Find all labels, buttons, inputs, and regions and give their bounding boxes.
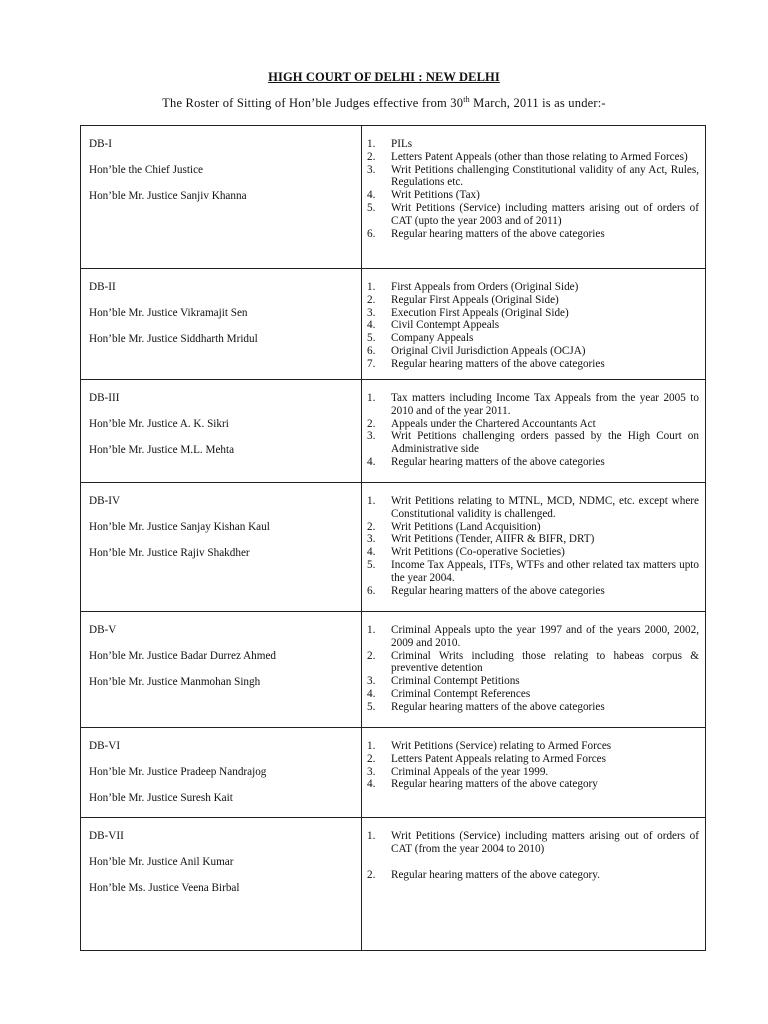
list-item <box>367 228 699 241</box>
matters-list <box>367 740 699 791</box>
subtitle-text-end: March, 2011 is as under:- <box>469 96 606 110</box>
list-item-number: 6. <box>367 584 376 597</box>
list-item <box>367 701 699 714</box>
bench-cell <box>81 269 362 380</box>
list-item <box>367 521 699 534</box>
list-item-number: 2. <box>367 868 376 881</box>
list-item <box>367 189 699 202</box>
judge-name: Hon’ble Mr. Justice Sanjiv Khanna <box>89 189 247 202</box>
bench-cell <box>81 818 362 951</box>
matters-cell <box>362 818 706 951</box>
list-item <box>367 675 699 688</box>
list-item <box>367 766 699 779</box>
list-item-number: 5. <box>367 201 376 214</box>
list-item-text: Writ Petitions challenging Constitutional validity of any Act, Rules, Regulations etc. <box>391 163 699 189</box>
list-item-text: Original Civil Jurisdiction Appeals (OCJA) <box>391 344 586 357</box>
list-item-number: 2. <box>367 520 376 533</box>
list-item-text: Writ Petitions (Co-operative Societies) <box>391 546 565 559</box>
table-row <box>81 380 706 483</box>
judge-name: Hon’ble the Chief Justice <box>89 163 204 176</box>
bench-code: DB-V <box>89 624 117 636</box>
list-item-number: 1. <box>367 281 376 293</box>
list-item <box>367 294 699 307</box>
judge-name: Hon’ble Mr. Justice Pradeep Nandrajog <box>89 765 267 778</box>
list-item-text: Regular hearing matters of the above categories <box>391 584 605 597</box>
list-item-number: 3. <box>367 675 376 688</box>
bench-cell <box>81 728 362 818</box>
matters-cell <box>362 728 706 818</box>
bench-code: DB-III <box>89 392 120 404</box>
bench-code: DB-VI <box>89 740 121 752</box>
roster-table-body <box>81 126 706 951</box>
list-item-number: 5. <box>367 332 376 345</box>
bench-code: DB-IV <box>89 495 121 507</box>
bench-cell <box>81 483 362 612</box>
judge-name: Hon’ble Mr. Justice Badar Durrez Ahmed <box>89 649 277 662</box>
table-row <box>81 612 706 728</box>
page-title: HIGH COURT OF DELHI : NEW DELHI <box>268 70 500 84</box>
roster-table <box>80 125 706 951</box>
list-item-text: Writ Petitions challenging orders passed by the High Court on Administrative side <box>391 430 699 456</box>
list-item-number: 5. <box>367 700 376 713</box>
judge-name: Hon’ble Mr. Justice Rajiv Shakdher <box>89 546 250 559</box>
list-item <box>367 418 699 431</box>
list-item-number: 4. <box>367 546 376 559</box>
list-item-number: 3. <box>367 430 376 443</box>
list-item-text: Writ Petitions (Tender, AIIFR & BIFR, DRT) <box>391 533 595 546</box>
list-item-number: 5. <box>367 558 376 571</box>
list-item <box>367 332 699 345</box>
matters-cell <box>362 269 706 380</box>
table-row <box>81 818 706 951</box>
list-item <box>367 688 699 701</box>
table-row <box>81 269 706 380</box>
list-item-number: 3. <box>367 533 376 546</box>
judge-name: Hon’ble Mr. Justice Sanjay Kishan Kaul <box>89 520 270 533</box>
judge-name: Hon’ble Mr. Justice Suresh Kait <box>89 791 233 804</box>
list-item-text: Execution First Appeals (Original Side) <box>391 306 569 319</box>
bench-code: DB-VII <box>89 830 124 843</box>
list-item-number: 2. <box>367 417 376 430</box>
list-item-text: Writ Petitions relating to MTNL, MCD, NDMC, etc. except where Constitutional validity is challenged. <box>391 495 699 520</box>
matters-list <box>367 138 699 240</box>
list-item-number: 1. <box>367 740 376 752</box>
list-item-number: 3. <box>367 306 376 319</box>
list-item-text: Income Tax Appeals, ITFs, WTFs and other related tax matters upto the year 2004. <box>391 558 699 584</box>
list-item-text: Regular hearing matters of the above category <box>391 778 598 791</box>
list-item-number: 6. <box>367 344 376 357</box>
list-item-number: 6. <box>367 227 376 240</box>
page-subtitle <box>0 96 768 111</box>
list-item <box>367 869 699 882</box>
list-item-number: 3. <box>367 765 376 778</box>
list-item-text: Writ Petitions (Land Acquisition) <box>391 520 541 533</box>
list-item <box>367 830 699 856</box>
subtitle-text-start: The Roster of Sitting of Hon’ble Judges effective from 30 <box>162 96 464 110</box>
judge-name: Hon’ble Mr. Justice A. K. Sikri <box>89 417 229 430</box>
list-item-number: 1. <box>367 495 376 507</box>
list-item <box>367 138 699 151</box>
judge-name: Hon’ble Mr. Justice Siddharth Mridul <box>89 332 258 345</box>
table-row <box>81 728 706 818</box>
list-item <box>367 778 699 791</box>
judge-name: Hon’ble Ms. Justice Veena Birbal <box>89 881 240 894</box>
list-item <box>367 585 699 598</box>
list-item <box>367 559 699 585</box>
list-item <box>367 533 699 546</box>
list-item-text: Regular hearing matters of the above category. <box>391 868 600 881</box>
list-item <box>367 392 699 418</box>
list-item-number: 1. <box>367 830 376 843</box>
list-item-text: Writ Petitions (Service) including matters arising out of orders of CAT (upto the year 2003 and of 2011) <box>391 201 699 227</box>
list-item-number: 2. <box>367 150 376 163</box>
list-item <box>367 546 699 559</box>
matters-list <box>367 392 699 469</box>
list-item <box>367 495 699 521</box>
matters-list <box>367 624 699 714</box>
list-item-text: First Appeals from Orders (Original Side) <box>391 281 579 293</box>
list-item-text: Criminal Appeals upto the year 1997 and of the years 2000, 2002, 2009 and 2010. <box>391 624 699 649</box>
list-item <box>367 345 699 358</box>
matters-list <box>367 495 699 597</box>
matters-list <box>367 281 699 371</box>
subtitle-superscript: th <box>463 94 470 104</box>
list-item-text: Appeals under the Chartered Accountants Act <box>391 417 596 430</box>
judge-name: Hon’ble Mr. Justice Anil Kumar <box>89 856 234 869</box>
list-item <box>367 307 699 320</box>
list-item-text: Letters Patent Appeals relating to Armed Forces <box>391 752 606 765</box>
list-item-text: Writ Petitions (Service) including matters arising out of orders of CAT (from the year 2004 to 2010) <box>391 830 699 856</box>
judge-name: Hon’ble Mr. Justice Vikramajit Sen <box>89 306 248 319</box>
list-item-number: 4. <box>367 189 376 202</box>
list-item-text: Criminal Contempt Petitions <box>391 675 520 688</box>
table-row <box>81 126 706 269</box>
list-item <box>367 319 699 332</box>
matters-cell <box>362 126 706 269</box>
list-item-text: Regular hearing matters of the above categories <box>391 700 605 713</box>
list-item-text: Tax matters including Income Tax Appeals from the year 2005 to 2010 and of the year 2011. <box>391 392 699 417</box>
list-item-text: Writ Petitions (Tax) <box>391 189 480 202</box>
list-item <box>367 456 699 469</box>
list-item <box>367 164 699 190</box>
bench-cell <box>81 612 362 728</box>
list-item-text: Regular hearing matters of the above categories <box>391 357 605 370</box>
list-item-text: Criminal Appeals of the year 1999. <box>391 765 549 778</box>
list-item-text: Criminal Writs including those relating to habeas corpus & preventive detention <box>391 649 699 675</box>
matters-list <box>367 830 699 881</box>
list-item <box>367 650 699 676</box>
list-item <box>367 740 699 753</box>
list-item <box>367 358 699 371</box>
list-item-text: PILs <box>391 138 413 150</box>
table-row <box>81 483 706 612</box>
list-item <box>367 753 699 766</box>
list-item-text: Regular hearing matters of the above categories <box>391 227 605 240</box>
list-item-text: Criminal Contempt References <box>391 687 531 700</box>
list-item-text: Writ Petitions (Service) relating to Armed Forces <box>391 740 612 752</box>
bench-code: DB-I <box>89 138 112 150</box>
matters-cell <box>362 612 706 728</box>
list-item-number: 7. <box>367 357 376 370</box>
matters-cell <box>362 380 706 483</box>
list-item <box>367 202 699 228</box>
list-item-text: Regular First Appeals (Original Side) <box>391 293 559 306</box>
matters-cell <box>362 483 706 612</box>
list-item <box>367 430 699 456</box>
list-item-number: 2. <box>367 293 376 306</box>
list-item-number: 3. <box>367 163 376 176</box>
list-item-text: Company Appeals <box>391 332 474 345</box>
list-item-text: Letters Patent Appeals (other than those relating to Armed Forces) <box>391 150 688 163</box>
list-item-number: 4. <box>367 687 376 700</box>
bench-code: DB-II <box>89 281 116 293</box>
list-item-number: 1. <box>367 392 376 404</box>
bench-cell <box>81 126 362 269</box>
judge-name: Hon’ble Mr. Justice Manmohan Singh <box>89 675 261 688</box>
list-item <box>367 151 699 164</box>
list-item-number: 4. <box>367 319 376 332</box>
list-item <box>367 281 699 294</box>
list-item-text: Regular hearing matters of the above categories <box>391 455 605 468</box>
judge-name: Hon’ble Mr. Justice M.L. Mehta <box>89 443 235 456</box>
list-item-text: Civil Contempt Appeals <box>391 319 500 332</box>
bench-cell <box>81 380 362 483</box>
list-item-number: 2. <box>367 752 376 765</box>
list-item <box>367 624 699 650</box>
list-item-number: 2. <box>367 649 376 662</box>
list-item-number: 1. <box>367 138 376 150</box>
list-item-number: 1. <box>367 624 376 636</box>
list-item-number: 4. <box>367 778 376 791</box>
list-item-number: 4. <box>367 455 376 468</box>
